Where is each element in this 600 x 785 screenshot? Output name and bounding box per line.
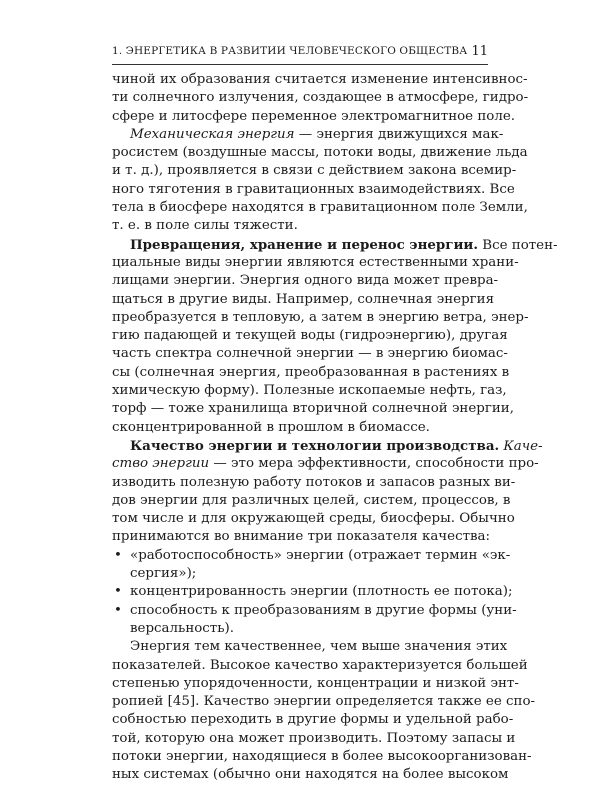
text-line: дов энергии для различных целей, систем, процессов, в xyxy=(112,492,511,508)
text-line: ных системах (обычно они находятся на более высоком xyxy=(112,767,509,783)
text-line: ропией [45]. Качество энергии определяется также ее спо- xyxy=(112,694,536,710)
header-rule xyxy=(112,64,488,65)
bullet-icon: • xyxy=(114,584,122,600)
text-line: том числе и для окружающей среды, биосферы. Обычно xyxy=(112,511,515,527)
text-line: ного тяготения в гравитационных взаимодействиях. Все xyxy=(112,181,515,197)
chapter-title: 1. ЭНЕРГЕТИКА В РАЗВИТИИ ЧЕЛОВЕЧЕСКОГО ОБЩЕСТВА xyxy=(112,45,468,57)
text-line: преобразуется в тепловую, а затем в энергию ветра, энер- xyxy=(112,309,529,325)
term-energy-quality: ство энергии xyxy=(112,456,210,472)
text-line: сконцентрированной в прошлом в биомассе. xyxy=(112,419,430,435)
text-line: Превращения, хранение и перенос энергии. Все потен- xyxy=(130,236,558,253)
page-body xyxy=(112,71,558,785)
text-line: и т. д.), проявляется в связи с действием закона всемир- xyxy=(112,163,517,179)
list-item: • способность к преобразованиям в другие формы (уни- xyxy=(112,602,488,620)
text-line: показателей. Высокое качество характеризуется большей xyxy=(112,657,528,673)
text-line: той, которую она может производить. Поэтому запасы и xyxy=(112,730,516,746)
text-line: циальные виды энергии являются естественными храни- xyxy=(112,254,519,270)
list-item: • «работоспособность» энергии (отражает термин «эк- xyxy=(112,547,488,565)
text-line: сфере и литосфере переменное электромагнитное поле. xyxy=(112,108,516,124)
text-line: собностью переходить в другие формы и удельной рабо- xyxy=(112,712,514,728)
text-line: потоки энергии, находящиеся в более высокоорганизован- xyxy=(112,748,532,764)
list-item: • концентрированность энергии (плотность ее потока); xyxy=(112,583,488,601)
text-line: Механическая энергия — энергия движущихся мак- xyxy=(130,126,504,142)
text-line: щаться в другие виды. Например, солнечная энергия xyxy=(112,291,495,307)
text-line: торф — тоже хранилища вторичной солнечной энергии, xyxy=(112,401,514,417)
section-heading-conversion: Превращения, хранение и перенос энергии. xyxy=(130,236,478,253)
text-line: Энергия тем качественнее, чем выше значения этих xyxy=(130,639,508,655)
bullet-icon: • xyxy=(114,547,122,563)
text-line: степенью упорядоченности, концентрации и низкой энт- xyxy=(112,675,519,691)
running-header xyxy=(112,45,488,63)
text-line: Качество энергии и технологии производства. Каче- xyxy=(130,437,543,454)
text-line: чиной их образования считается изменение интенсивнос- xyxy=(112,72,528,87)
text-line: сы (солнечная энергия, преобразованная в растениях в xyxy=(112,364,510,380)
text-line: лищами энергии. Энергия одного вида может превра- xyxy=(112,273,499,289)
text-line: ти солнечного излучения, создающее в атмосфере, гидро- xyxy=(112,90,529,106)
text-line: принимаются во внимание три показателя качества: xyxy=(112,529,491,545)
text-line: сергия»); xyxy=(130,566,197,582)
section-heading-quality: Качество энергии и технологии производства. xyxy=(130,437,500,454)
text-line: т. е. в поле силы тяжести. xyxy=(112,218,298,234)
text-line: версальность). xyxy=(130,620,234,636)
text-line: гию падающей и текущей воды (гидроэнергию), другая xyxy=(112,328,508,344)
bullet-icon: • xyxy=(114,602,122,618)
term-mechanical-energy: Механическая энергия xyxy=(130,126,295,142)
text-line: ство энергии — это мера эффективности, способности про- xyxy=(112,456,539,472)
text-line: росистем (воздушные массы, потоки воды, движение льда xyxy=(112,145,528,161)
text-line: тела в биосфере находятся в гравитационном поле Земли, xyxy=(112,200,528,216)
text-line: изводить полезную работу потоков и запасов разных ви- xyxy=(112,474,516,490)
text-line: химическую форму). Полезные ископаемые нефть, газ, xyxy=(112,383,507,399)
text-line: часть спектра солнечной энергии — в энергию биомас- xyxy=(112,346,508,362)
page-number: 11 xyxy=(471,44,488,59)
